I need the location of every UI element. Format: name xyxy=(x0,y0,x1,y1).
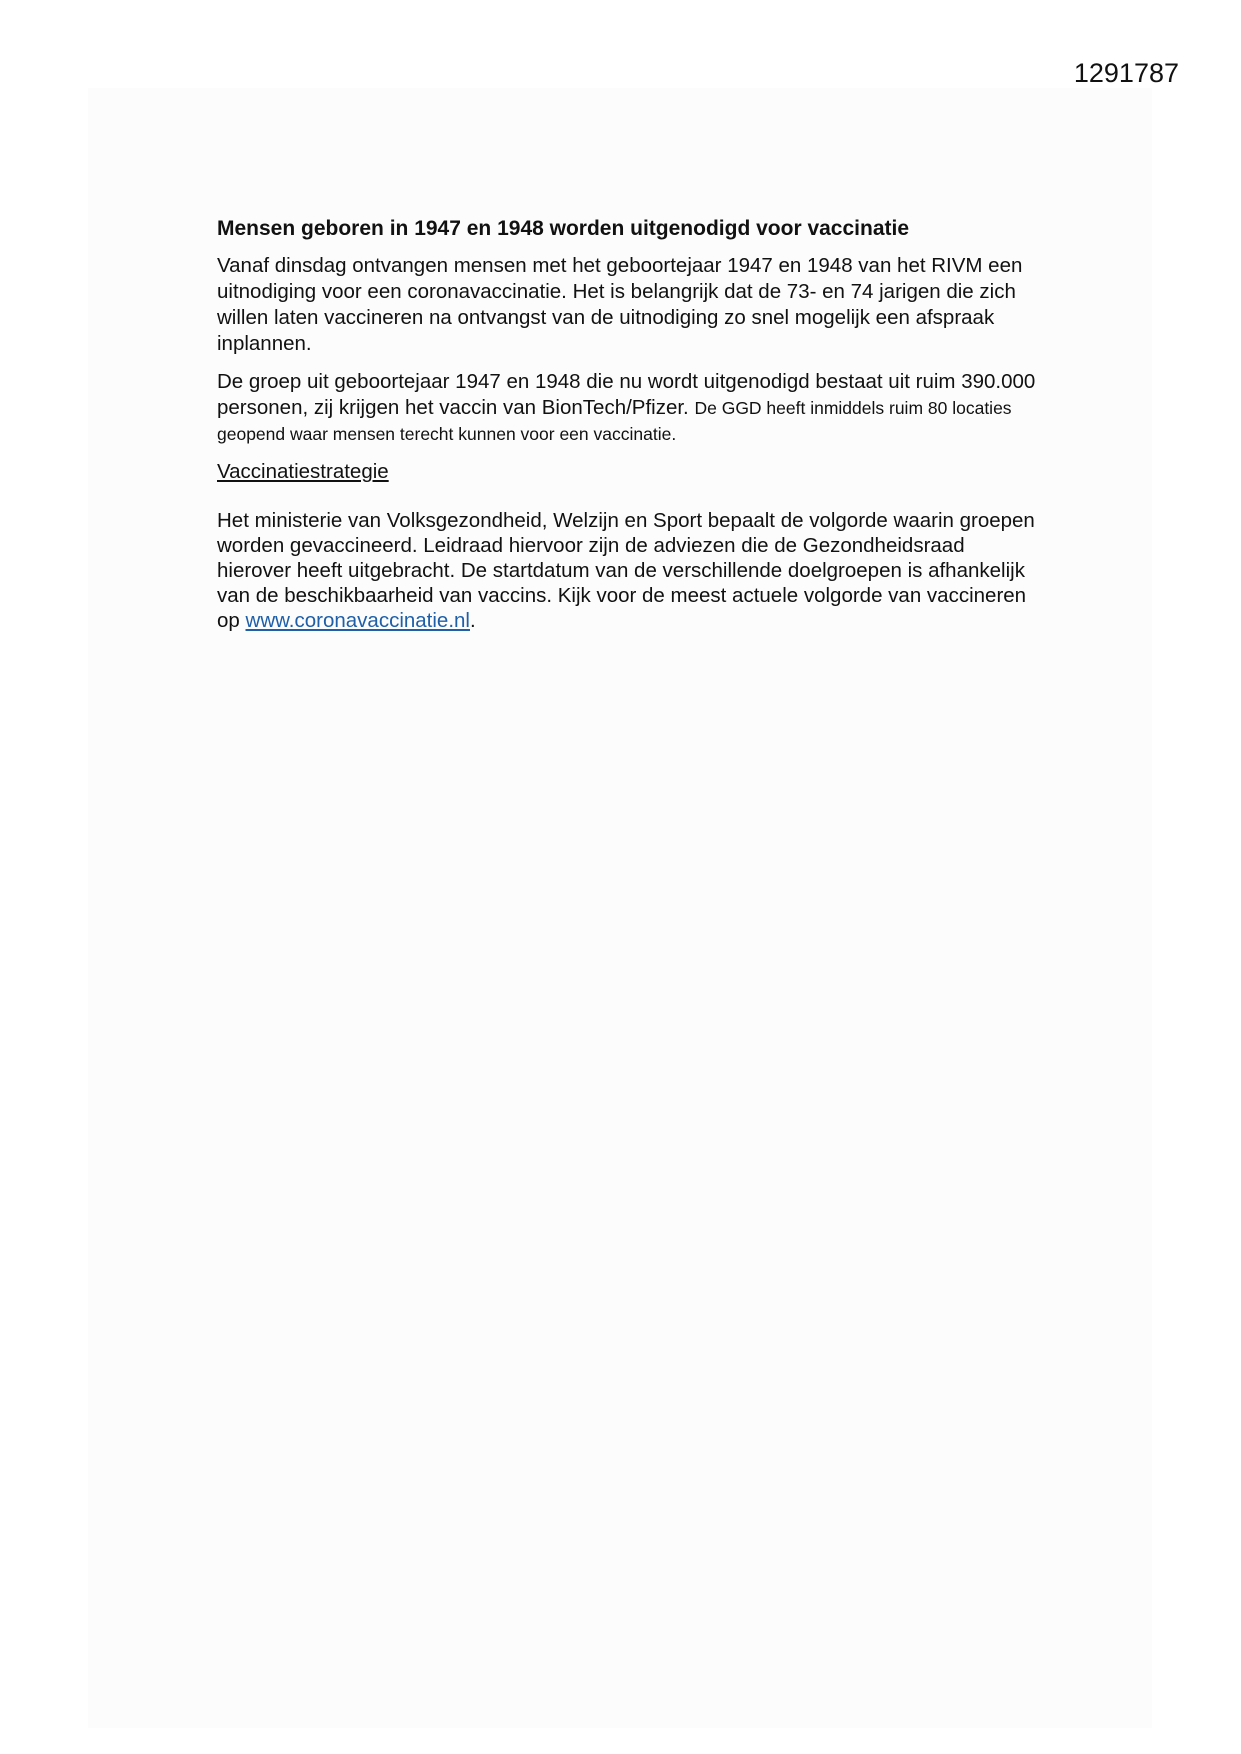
paragraph-group xyxy=(217,369,1037,447)
paragraph-invitation: Vanaf dinsdag ontvangen mensen met het geboortejaar 1947 en 1948 van het RIVM een uitnodiging voor een coronavaccinatie. Het is belangrijk dat de 73- en 74 jarigen die zich willen laten vaccineren na ontvangst van de uitnodiging zo snel mogelijk een afspraak inplannen. xyxy=(217,254,1023,355)
article-body xyxy=(217,216,1037,633)
section-heading-strategy: Vaccinatiestrategie xyxy=(217,460,389,483)
paragraph-group-ggd: De GGD heeft inmiddels ruim 80 locaties geopend waar mensen terecht kunnen voor een vaccinatie. xyxy=(217,398,1012,444)
coronavaccinatie-link[interactable]: www.coronavaccinatie.nl xyxy=(245,609,470,632)
paragraph-strategy-text: Het ministerie van Volksgezondheid, Welzijn en Sport bepaalt de volgorde waarin groepen worden gevaccineerd. Leidraad hiervoor zijn de adviezen die de Gezondheidsraad hierover heeft uitgebracht. De startdatum van de verschillende doelgroepen is afhankelijk van de beschikbaarheid van vaccins. Kijk voor de meest actuele volgorde van vaccineren op xyxy=(217,509,1035,632)
paragraph-group-main: De groep uit geboortejaar 1947 en 1948 die nu wordt uitgenodigd bestaat uit ruim 390.000 personen, zij krijgen het vaccin van BionTech/Pfizer. xyxy=(217,370,1036,419)
paragraph-strategy-period: . xyxy=(470,609,476,632)
document-number: 1291787 xyxy=(1073,58,1179,88)
article-title: Mensen geboren in 1947 en 1948 worden uitgenodigd voor vaccinatie xyxy=(217,217,910,240)
paragraph-strategy xyxy=(217,508,1037,633)
